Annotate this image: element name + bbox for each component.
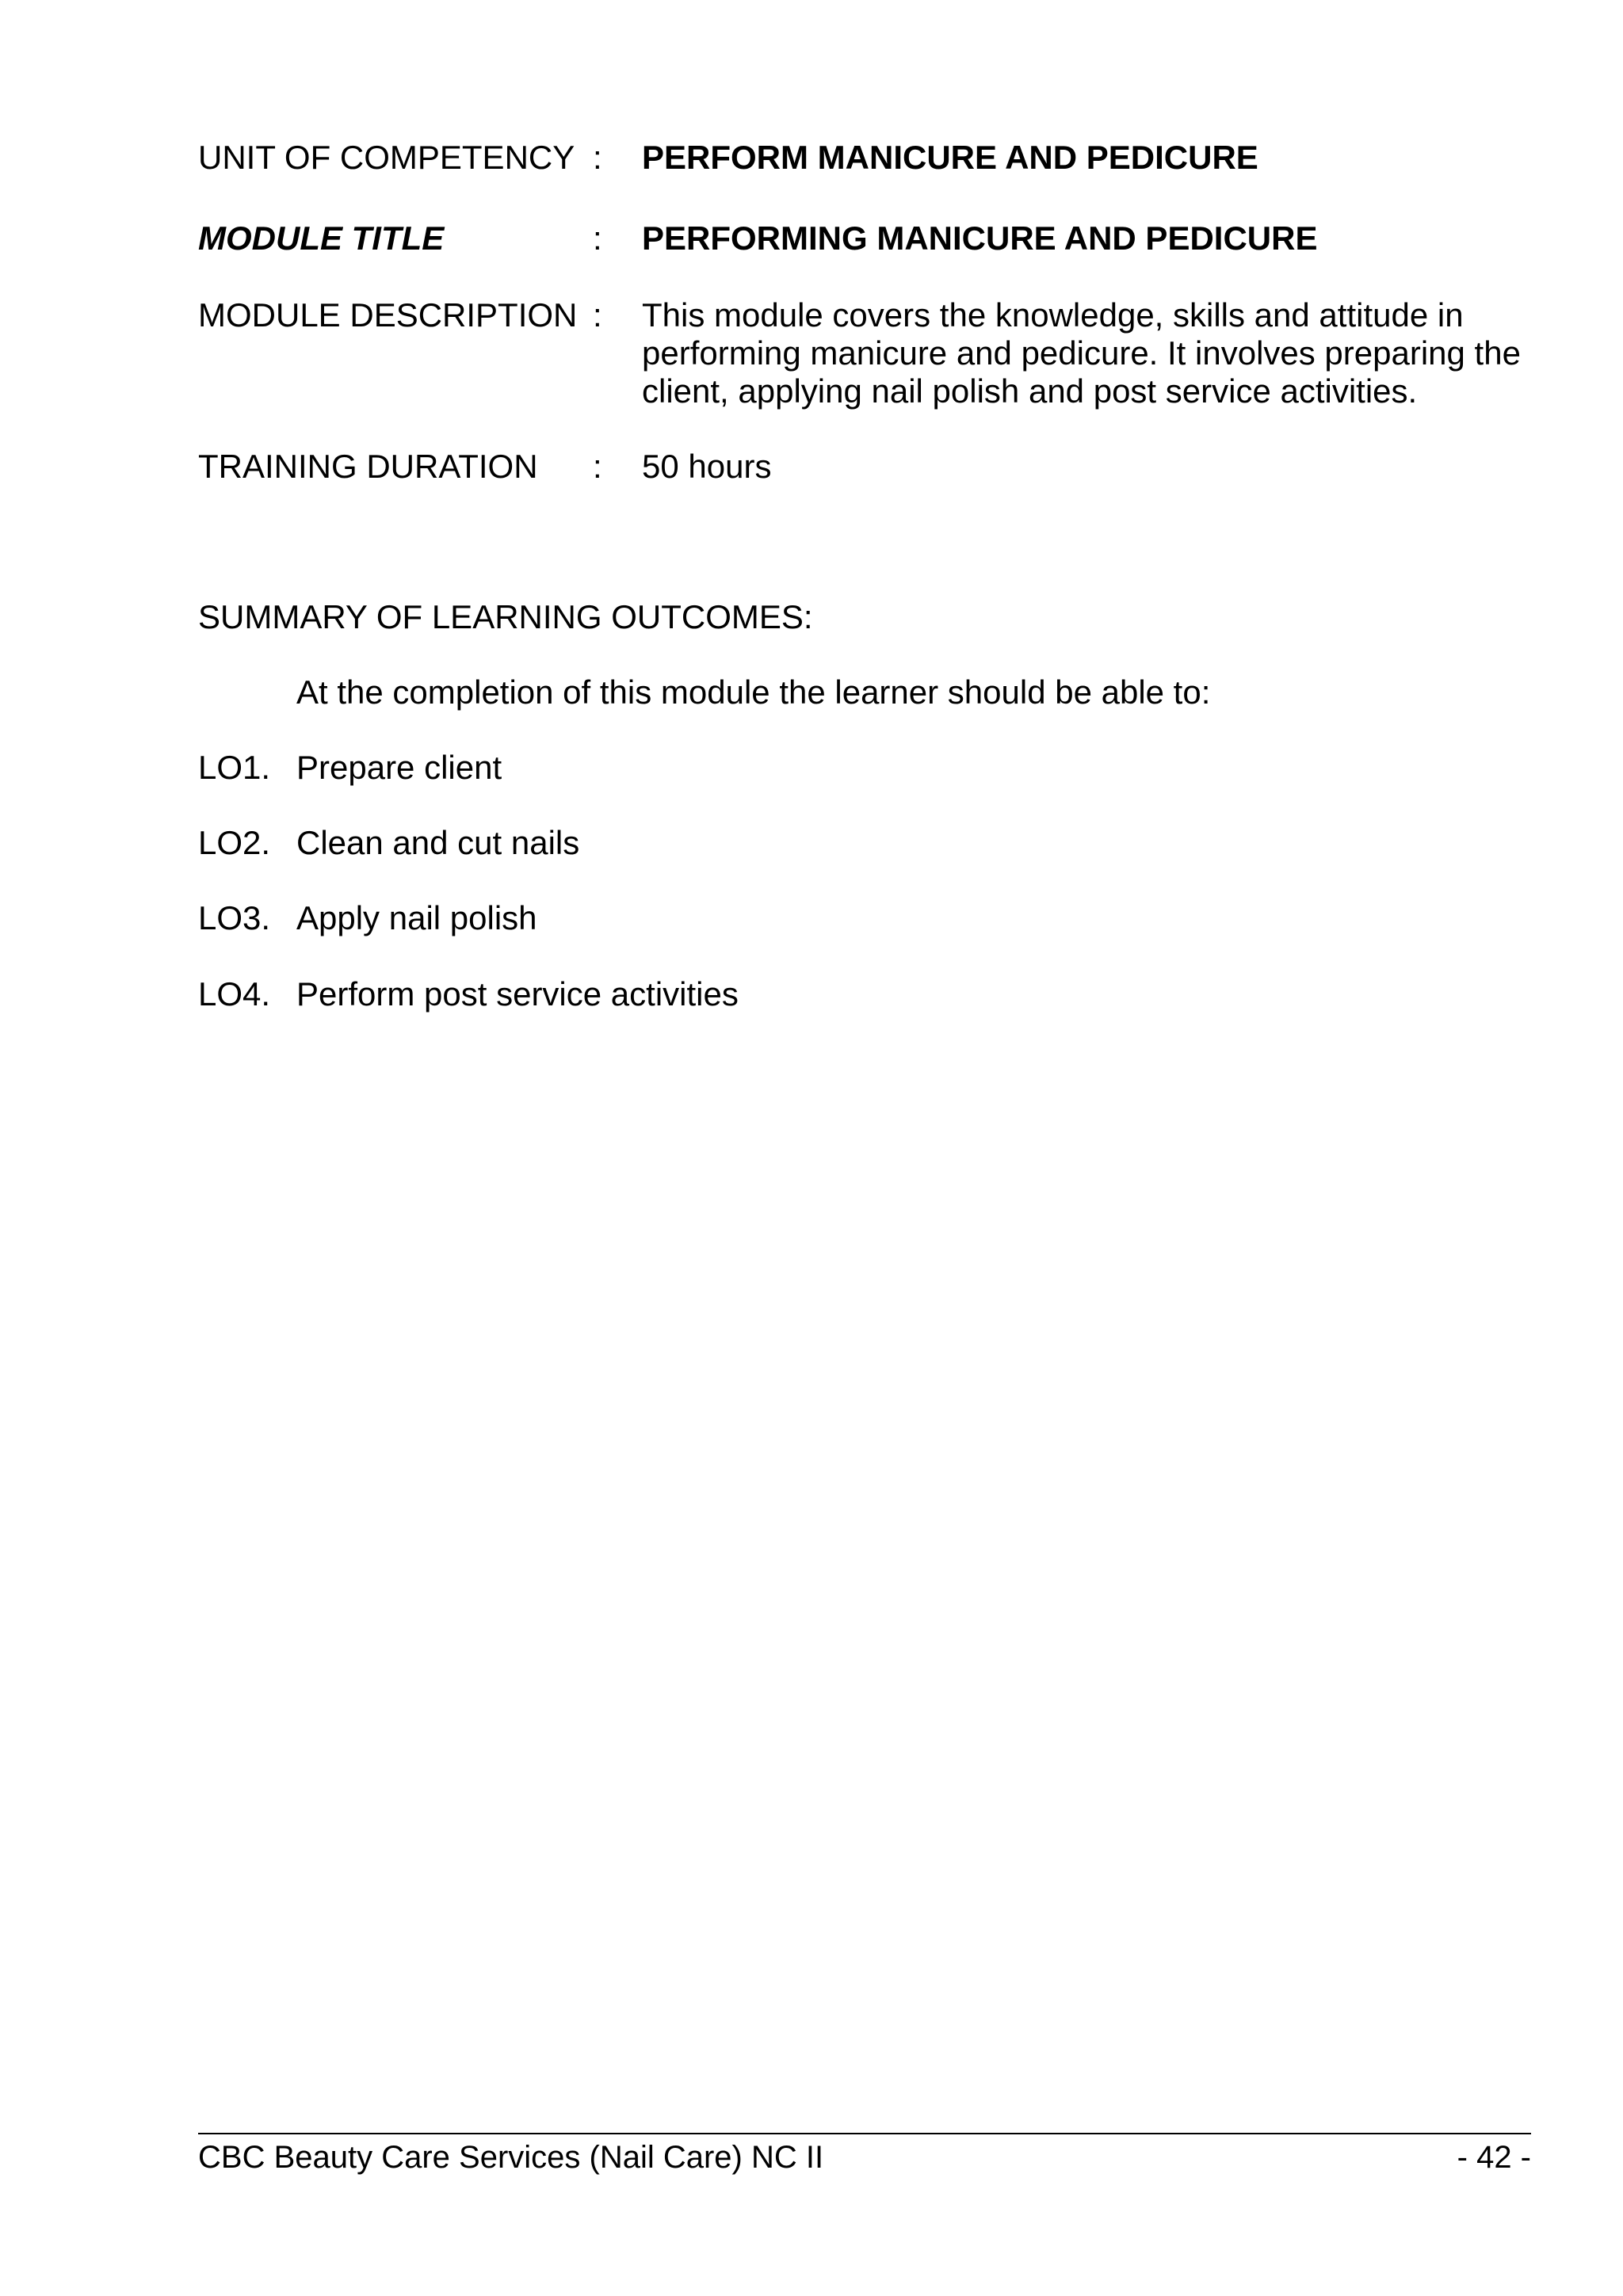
learning-outcome-text: Prepare client (296, 749, 502, 786)
learning-outcome-text: Clean and cut nails (296, 824, 580, 861)
learning-outcome-text: Perform post service activities (296, 975, 739, 1013)
unit-of-competency-row (198, 139, 1529, 177)
footer-document-title: CBC Beauty Care Services (Nail Care) NC II (198, 2140, 824, 2175)
learning-outcome-number: LO4. (198, 975, 271, 1013)
footer-page-number: - 42 - (1457, 2140, 1531, 2175)
summary-intro: At the completion of this module the learner should be able to: (296, 673, 1211, 711)
learning-outcome-item (198, 899, 537, 937)
learning-outcome-item (198, 975, 739, 1013)
module-description-value: This module covers the knowledge, skills and attitude in performing manicure and pedicure. It involves preparing the client, applying nail polish and post service activities. (642, 296, 1521, 410)
learning-outcome-item (198, 749, 502, 787)
module-description-row (198, 296, 1529, 410)
training-duration-value: 50 hours (642, 448, 772, 485)
learning-outcome-number: LO2. (198, 824, 271, 861)
unit-of-competency-colon: : (593, 139, 602, 176)
unit-of-competency-label: UNIT OF COMPETENCY (198, 139, 575, 176)
learning-outcome-text: Apply nail polish (296, 899, 537, 936)
module-description-colon: : (593, 296, 602, 334)
module-title-colon: : (593, 219, 602, 257)
module-title-value: PERFORMING MANICURE AND PEDICURE (642, 219, 1318, 257)
learning-outcome-number: LO3. (198, 899, 271, 936)
training-duration-colon: : (593, 448, 602, 485)
learning-outcome-number: LO1. (198, 749, 271, 786)
training-duration-row (198, 448, 1529, 486)
footer-divider (198, 2133, 1531, 2134)
module-title-label: MODULE TITLE (198, 219, 445, 257)
training-duration-label: TRAINING DURATION (198, 448, 538, 485)
unit-of-competency-value: PERFORM MANICURE AND PEDICURE (642, 139, 1258, 176)
learning-outcome-item (198, 824, 579, 862)
module-description-label: MODULE DESCRIPTION (198, 296, 578, 334)
module-title-row (198, 219, 1529, 257)
summary-heading: SUMMARY OF LEARNING OUTCOMES: (198, 598, 813, 635)
